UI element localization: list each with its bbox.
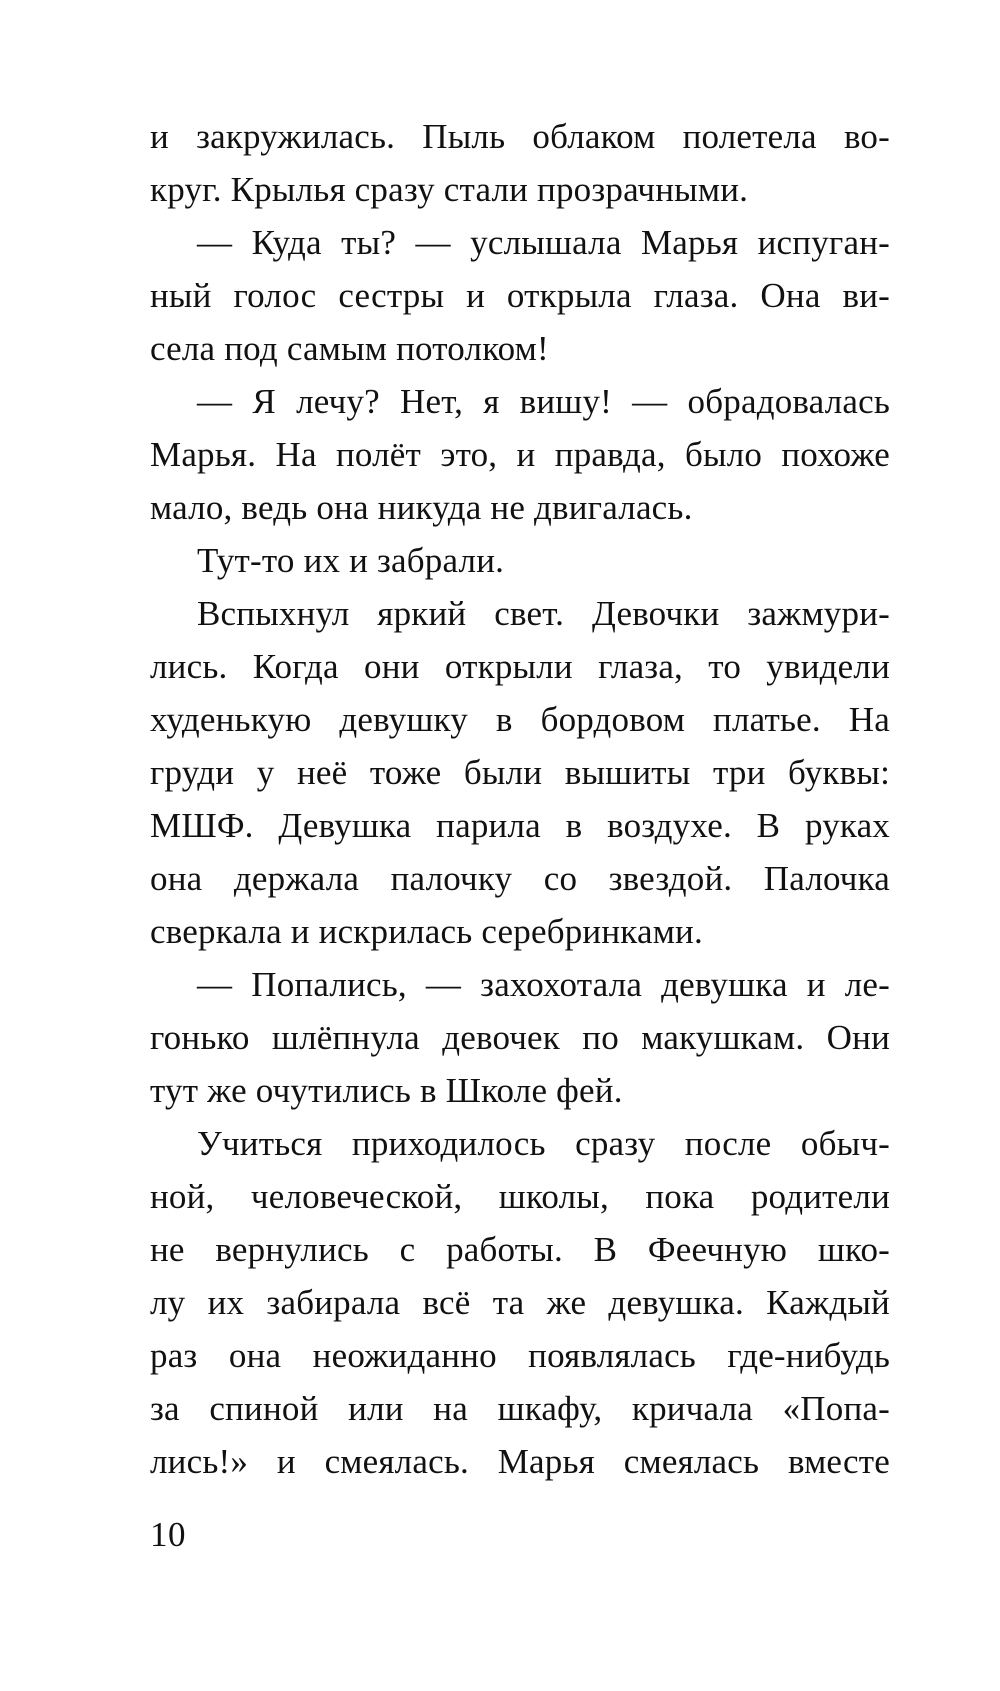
text-line: Марья. На полёт это, и правда, было похоже <box>150 435 890 474</box>
text-line: и закружилась. Пыль облаком полетела во- <box>150 117 890 156</box>
text-line: села под самым потолком! <box>150 329 549 368</box>
text-line: ный голос сестры и открыла глаза. Она ви- <box>150 276 890 315</box>
text-line: Тут-то их и забрали. <box>197 541 505 580</box>
text-line: груди у неё тоже были вышиты три буквы: <box>150 753 890 792</box>
body-text <box>150 110 890 1488</box>
text-line: мало, ведь она никуда не двигалась. <box>150 488 693 527</box>
text-line: МШФ. Девушка парила в воздухе. В руках <box>150 806 890 845</box>
text-line: она держала палочку со звездой. Палочка <box>150 859 890 898</box>
text-line: раз она неожиданно появлялась где-нибудь <box>150 1336 890 1375</box>
text-line: не вернулись с работы. В Феечную шко- <box>150 1230 890 1269</box>
text-line: гонько шлёпнула девочек по макушкам. Они <box>150 1018 890 1057</box>
text-line: сверкала и искрилась серебринками. <box>150 912 703 951</box>
text-line: круг. Крылья сразу стали прозрачными. <box>150 170 749 209</box>
text-line: худенькую девушку в бордовом платье. На <box>150 700 890 739</box>
page-number: 10 <box>150 1515 186 1554</box>
text-line: — Куда ты? — услышала Марья испуган- <box>197 223 890 262</box>
text-line: — Попались, — захохотала девушка и ле- <box>197 965 890 1004</box>
text-line: лу их забирала всё та же девушка. Каждый <box>150 1283 890 1322</box>
text-line: ной, человеческой, школы, пока родители <box>150 1177 890 1216</box>
text-line: Учиться приходилось сразу после обыч- <box>197 1124 890 1163</box>
text-line: лись. Когда они открыли глаза, то увидели <box>150 647 890 686</box>
text-line: Вспыхнул яркий свет. Девочки зажмури- <box>197 594 890 633</box>
text-line: — Я лечу? Нет, я вишу! — обрадовалась <box>197 382 890 421</box>
text-line: тут же очутились в Школе фей. <box>150 1071 623 1110</box>
text-line: за спиной или на шкафу, кричала «Попа- <box>150 1389 890 1428</box>
text-line: лись!» и смеялась. Марья смеялась вместе <box>150 1442 890 1481</box>
